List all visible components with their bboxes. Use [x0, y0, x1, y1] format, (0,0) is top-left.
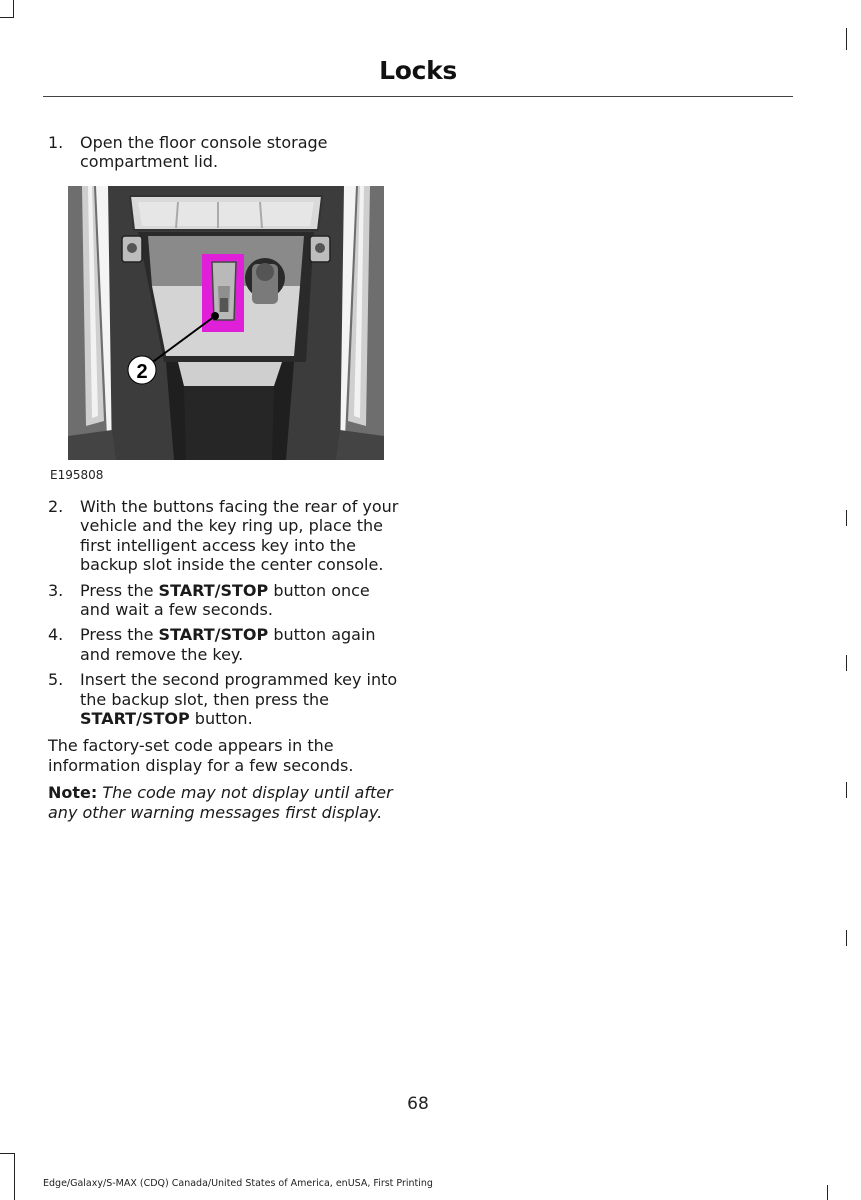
crop-mark [13, 0, 14, 18]
figure-code: E195808 [50, 468, 104, 482]
step-text-pre: Insert the second programmed key into the backup slot, then press the [80, 670, 398, 709]
step-item [48, 625, 403, 664]
page-title: Locks [379, 56, 457, 85]
note-text: The code may not display until after any other warning messages first display. [48, 783, 393, 822]
crop-mark [0, 1153, 14, 1154]
crop-mark [846, 510, 847, 526]
crop-mark [846, 782, 847, 798]
crop-mark [827, 1185, 828, 1200]
step-number: 3. [48, 580, 64, 600]
step-number: 4. [48, 625, 64, 645]
step-text-post: button. [189, 709, 253, 729]
start-stop-label: START/STOP [158, 580, 269, 600]
start-stop-label: START/STOP [80, 709, 190, 729]
step-number: 5. [48, 670, 64, 690]
step-text-pre: Press the [80, 625, 159, 645]
note-label: Note: [48, 783, 98, 803]
page-number: 68 [407, 1094, 429, 1114]
step-text: Open the floor console storage compartment lid. [80, 133, 328, 172]
callout-number: 2 [136, 361, 148, 383]
footer-text: Edge/Galaxy/S-MAX (CDQ) Canada/United States of America, enUSA, First Printing [43, 1178, 433, 1189]
step-item [48, 670, 403, 728]
step-text-post: button once and wait a few seconds. [80, 580, 370, 620]
step-number: 2. [48, 497, 64, 516]
note [48, 783, 403, 822]
step-text: With the buttons facing the rear of your vehicle and the key ring up, place the first intelligent access key into the backup slot inside the center console. [80, 497, 399, 575]
crop-mark [846, 930, 847, 946]
crop-mark [846, 655, 847, 671]
step-number: 1. [48, 133, 64, 152]
crop-mark [0, 17, 14, 18]
step-text-pre: Press the [80, 580, 159, 600]
crop-mark [14, 1153, 15, 1200]
step-item [48, 133, 403, 172]
step-item [48, 581, 403, 620]
step-item [48, 497, 403, 575]
info-paragraph: The factory-set code appears in the information display for a few seconds. [48, 736, 354, 775]
start-stop-label: START/STOP [158, 625, 269, 645]
step-text-post: button again and remove the key. [80, 625, 376, 664]
title-divider [43, 96, 793, 97]
console-illustration [68, 186, 384, 460]
crop-mark [846, 28, 847, 50]
